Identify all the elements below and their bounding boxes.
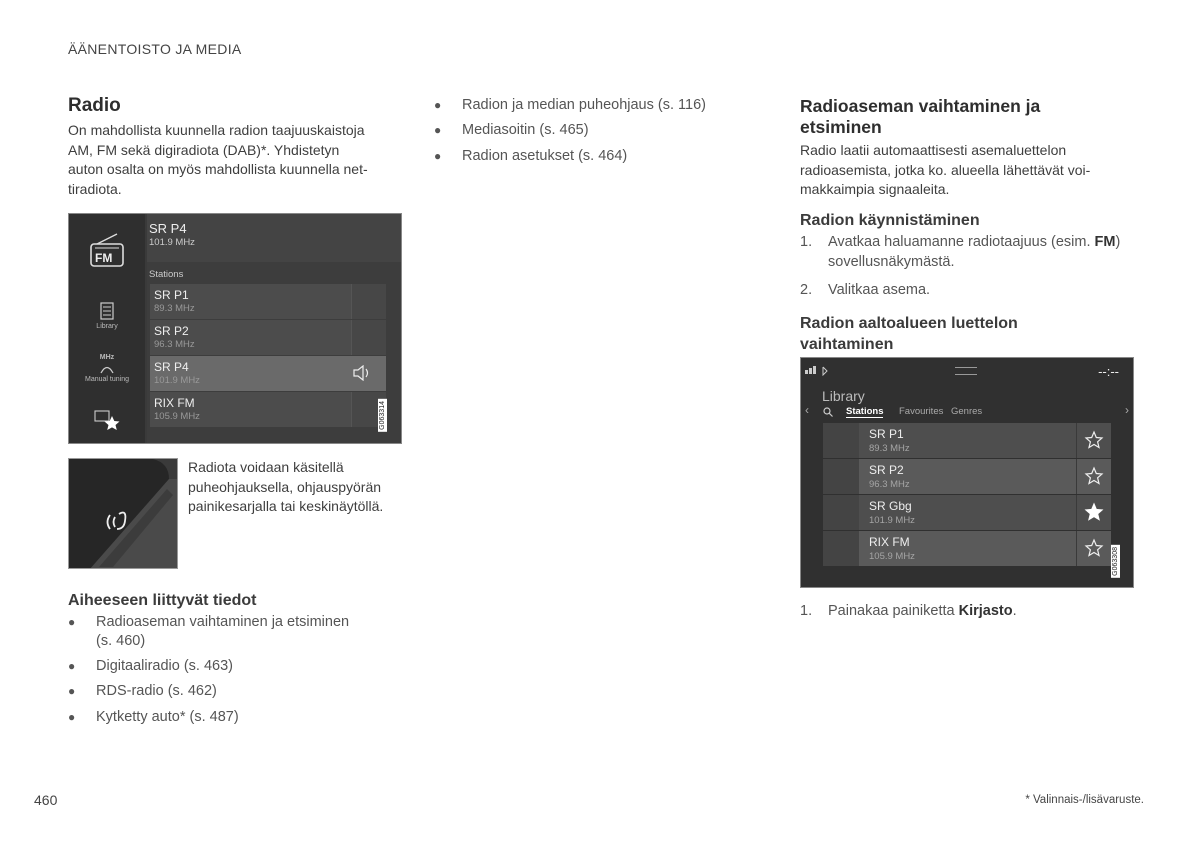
station-thumbnail: [823, 423, 859, 458]
related-text: Radioaseman vaihtaminen ja etsiminen: [96, 614, 350, 630]
chevron-left-icon[interactable]: ‹: [805, 403, 809, 417]
section-heading-change-station: [800, 96, 1040, 138]
favourites-icon[interactable]: [93, 407, 121, 431]
radio-sidebar: [69, 214, 145, 443]
heading-line: Radioaseman vaihtaminen ja: [800, 96, 1041, 116]
chevron-right-icon[interactable]: ›: [1125, 403, 1129, 417]
station-name: SR P1: [154, 288, 189, 302]
clock: --:--: [1098, 364, 1119, 379]
station-freq: 89.3 MHz: [869, 443, 910, 454]
station-name: SR P4: [154, 360, 189, 374]
station-freq: 105.9 MHz: [154, 411, 200, 422]
related-item[interactable]: [68, 657, 408, 677]
station-freq: 96.3 MHz: [154, 339, 195, 350]
radio-main: [147, 214, 401, 443]
mhz-label: MHz: [99, 354, 115, 361]
station-thumbnail: [823, 495, 859, 530]
library-title: Library: [822, 388, 865, 404]
figure-code: G063308: [1112, 547, 1119, 576]
step-item: [800, 233, 1140, 273]
library-icon[interactable]: [100, 302, 114, 320]
related-heading: Aiheeseen liittyvät tiedot: [68, 592, 257, 609]
caption-line: painikesarjalla tai keskinäytöllä.: [188, 498, 384, 514]
drag-handle[interactable]: [955, 367, 977, 375]
station-row[interactable]: [823, 531, 1111, 566]
footnote: * Valinnais-/lisävaruste.: [1025, 794, 1144, 806]
star-outline-icon[interactable]: [1076, 459, 1111, 494]
related-text: Radion asetukset (s. 464): [462, 148, 628, 164]
intro-line: makkaimpia signaaleita.: [800, 181, 950, 197]
step-number: 1.: [800, 603, 813, 619]
station-name: SR P2: [869, 463, 904, 477]
step-number: 1.: [800, 234, 813, 250]
tab-genres[interactable]: Genres: [951, 406, 983, 417]
station-row[interactable]: [150, 320, 386, 355]
intro-line: auton osalta on myös mahdollista kuunnella net-: [68, 161, 368, 177]
station-row-playing[interactable]: [150, 356, 386, 391]
station-freq: 105.9 MHz: [869, 551, 915, 562]
radio-screen-screenshot: [68, 213, 402, 444]
voice-control-button-photo: [68, 458, 178, 569]
related-text: Mediasoitin (s. 465): [462, 122, 589, 138]
radio-intro: [68, 121, 408, 199]
station-action[interactable]: [351, 284, 386, 319]
related-item[interactable]: [68, 682, 408, 702]
station-row[interactable]: [150, 392, 386, 427]
bullet-icon: ●: [434, 123, 442, 137]
related-item[interactable]: [68, 613, 408, 653]
step-number: 2.: [800, 282, 813, 298]
caption-line: Radiota voidaan käsitellä: [188, 459, 344, 475]
heading-line: Radion aaltoalueen luettelon: [800, 315, 1018, 332]
star-filled-icon[interactable]: [1076, 495, 1111, 530]
speaker-icon: [352, 365, 372, 381]
station-thumbnail: [823, 459, 859, 494]
station-row[interactable]: [823, 423, 1111, 458]
related-text: RDS-radio (s. 462): [96, 683, 217, 699]
bullet-icon: ●: [68, 684, 76, 698]
intro-line: AM, FM sekä digiradiota (DAB)*. Yhdistetyn: [68, 141, 340, 158]
intro-line: tiradiota.: [68, 180, 122, 197]
station-row[interactable]: [150, 284, 386, 319]
station-freq: 101.9 MHz: [154, 375, 200, 386]
library-label: Library: [96, 323, 118, 330]
manual-tuning-icon[interactable]: [99, 362, 115, 374]
station-row[interactable]: [823, 495, 1111, 530]
now-playing-freq: 101.9 MHz: [149, 237, 195, 248]
search-icon[interactable]: [823, 407, 833, 417]
station-freq: 101.9 MHz: [869, 515, 915, 526]
step-text: sovellusnäkymästä.: [828, 253, 955, 270]
change-station-intro: [800, 141, 1140, 200]
intro-line: On mahdollista kuunnella radion taajuuskaistoja: [68, 122, 365, 138]
heading-line: vaihtaminen: [800, 336, 894, 353]
section-heading-radio: Radio: [68, 95, 121, 116]
bullet-icon: ●: [68, 659, 76, 673]
step-keyword: Kirjasto: [958, 603, 1013, 619]
caption-line: puheohjauksella, ohjauspyörän: [188, 478, 382, 495]
step-item: [800, 281, 1140, 301]
page-number: 460: [34, 792, 58, 808]
station-freq: 96.3 MHz: [869, 479, 910, 490]
step-text: Avatkaa haluamanne radiotaajuus (esim.: [828, 234, 1095, 250]
tab-stations[interactable]: Stations: [846, 406, 884, 417]
bullet-icon: ●: [68, 710, 76, 724]
related-text: Radion ja median puheohjaus (s. 116): [462, 97, 706, 113]
step-item: [800, 602, 1140, 622]
bullet-icon: ●: [434, 98, 442, 112]
intro-line: radioasemista, jotka ko. alueella lähettävät voi-: [800, 161, 1091, 178]
heading-line: etsiminen: [800, 117, 882, 137]
star-outline-icon[interactable]: [1076, 531, 1111, 566]
band-list-heading: [800, 313, 1018, 355]
star-outline-icon[interactable]: [1076, 423, 1111, 458]
step-text: ): [1115, 234, 1121, 250]
station-freq: 89.3 MHz: [154, 303, 195, 314]
library-screen-screenshot: [800, 357, 1134, 588]
related-item[interactable]: [434, 147, 754, 167]
step-text: Painakaa painiketta: [828, 603, 959, 619]
voice-button-illustration: [69, 459, 178, 569]
step-text: Valitkaa asema.: [828, 282, 931, 298]
intro-line: Radio laatii automaattisesti asemaluettelon: [800, 142, 1067, 158]
related-item[interactable]: [68, 708, 408, 728]
station-name: SR P2: [154, 324, 189, 338]
station-name: SR P1: [869, 427, 904, 441]
band-label: FM: [95, 251, 113, 265]
related-text: (s. 460): [96, 633, 146, 649]
bullet-icon: ●: [434, 149, 442, 163]
related-text: Digitaaliradio (s. 463): [96, 658, 234, 674]
related-text: Kytketty auto* (s. 487): [96, 709, 239, 725]
station-name: SR Gbg: [869, 499, 912, 513]
station-name: RIX FM: [154, 396, 195, 410]
now-playing-name: SR P4: [149, 221, 187, 236]
status-icons: [805, 366, 835, 376]
voice-caption: [188, 458, 408, 517]
tab-favourites[interactable]: Favourites: [899, 406, 944, 417]
related-item[interactable]: [434, 96, 754, 116]
step-keyword: FM: [1094, 234, 1116, 250]
stations-label: Stations: [149, 269, 184, 280]
station-action[interactable]: [351, 320, 386, 355]
station-thumbnail: [823, 531, 859, 566]
start-radio-heading: Radion käynnistäminen: [800, 212, 980, 229]
station-row[interactable]: [823, 459, 1111, 494]
figure-code: G063314: [379, 401, 386, 430]
now-playing: [147, 214, 401, 262]
step-text: .: [1012, 603, 1017, 619]
related-item[interactable]: [434, 121, 754, 141]
bullet-icon: ●: [68, 615, 76, 629]
running-header: ÄÄNENTOISTO JA MEDIA: [68, 41, 242, 57]
station-name: RIX FM: [869, 535, 910, 549]
manual-tuning-label: Manual tuning: [85, 376, 129, 383]
